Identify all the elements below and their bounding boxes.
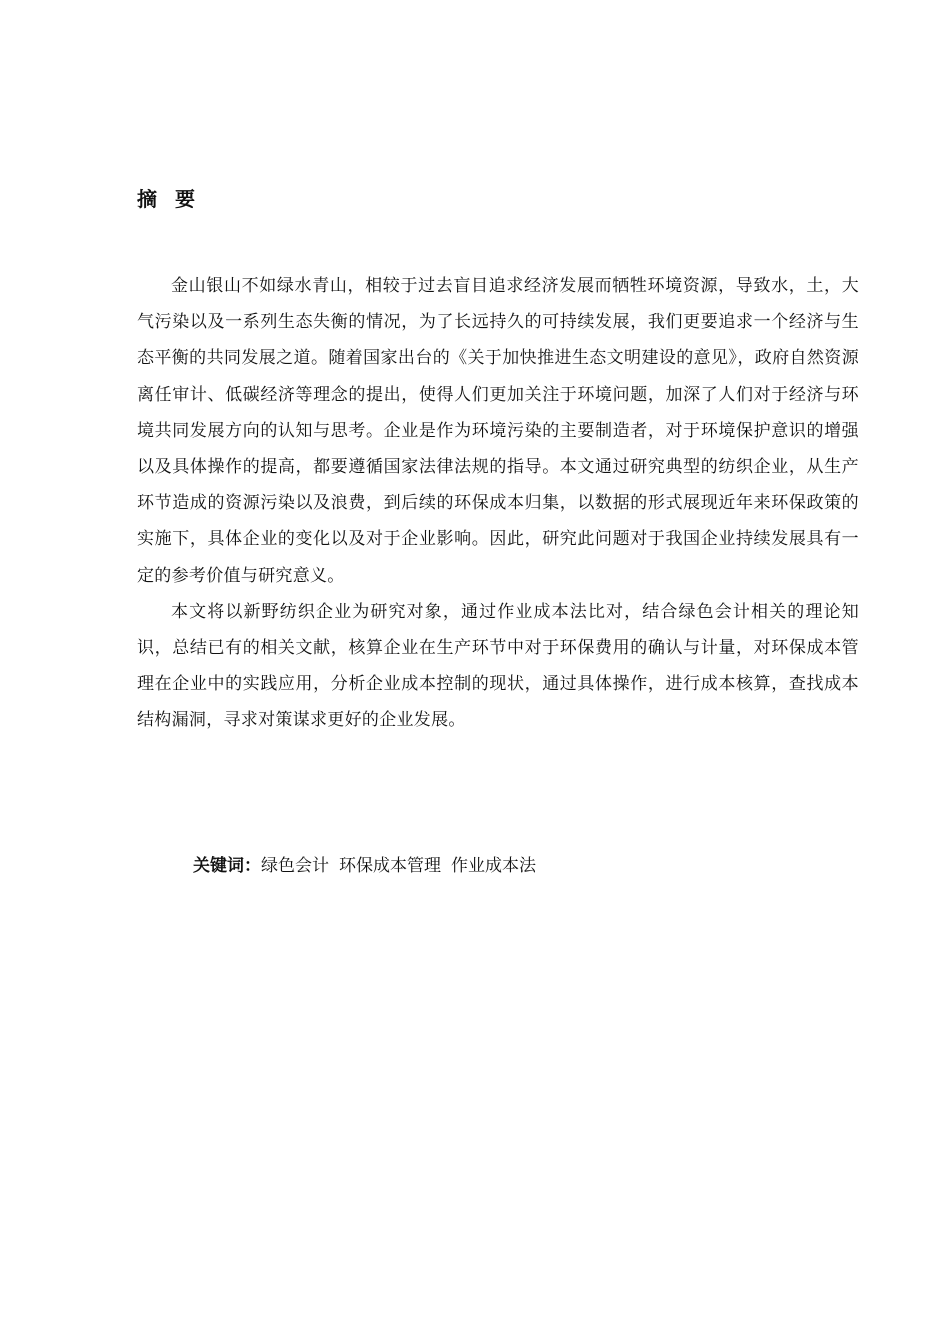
abstract-paragraph-1: 金山银山不如绿水青山，相较于过去盲目追求经济发展而牺牲环境资源，导致水，土，大气污染以及一系列生态失衡的情况，为了长远持久的可持续发展，我们更要追求一个经济与生态平衡的共同发展之道。随着国家出台的《关于加快推进生态文明建设的意见》，政府自然资源离任审计、低碳经济等理念的提出，使得人们更加关注于环境问题，加深了人们对于经济与环境共同发展方向的认知与思考。企业是作为环境污染的主要制造者，对于环境保护意识的增强以及具体操作的提高，都要遵循国家法律法规的指导。本文通过研究典型的纺织企业，从生产环节造成的资源污染以及浪费，到后续的环保成本归集，以数据的形式展现近年来环保政策的实施下，具体企业的变化以及对于企业影响。因此，研究此问题对于我国企业持续发展具有一定的参考价值与研究意义。	[137, 276, 859, 586]
keyword-item: 环保成本管理	[339, 856, 441, 876]
keywords-label: 关键词：	[193, 856, 261, 876]
abstract-paragraph-2: 本文将以新野纺织企业为研究对象，通过作业成本法比对，结合绿色会计相关的理论知识，总结已有的相关文献，核算企业在生产环节中对于环保费用的确认与计量，对环保成本管理在企业中的实践应用，分析企业成本控制的现状，通过具体操作，进行成本核算，查找成本结构漏洞，寻求对策谋求更好的企业发展。	[137, 601, 859, 731]
keyword-item: 作业成本法	[451, 856, 536, 876]
abstract-body	[137, 268, 859, 739]
keywords-line	[193, 851, 546, 881]
keyword-item: 绿色会计	[261, 856, 329, 876]
abstract-heading: 摘要	[137, 187, 213, 211]
